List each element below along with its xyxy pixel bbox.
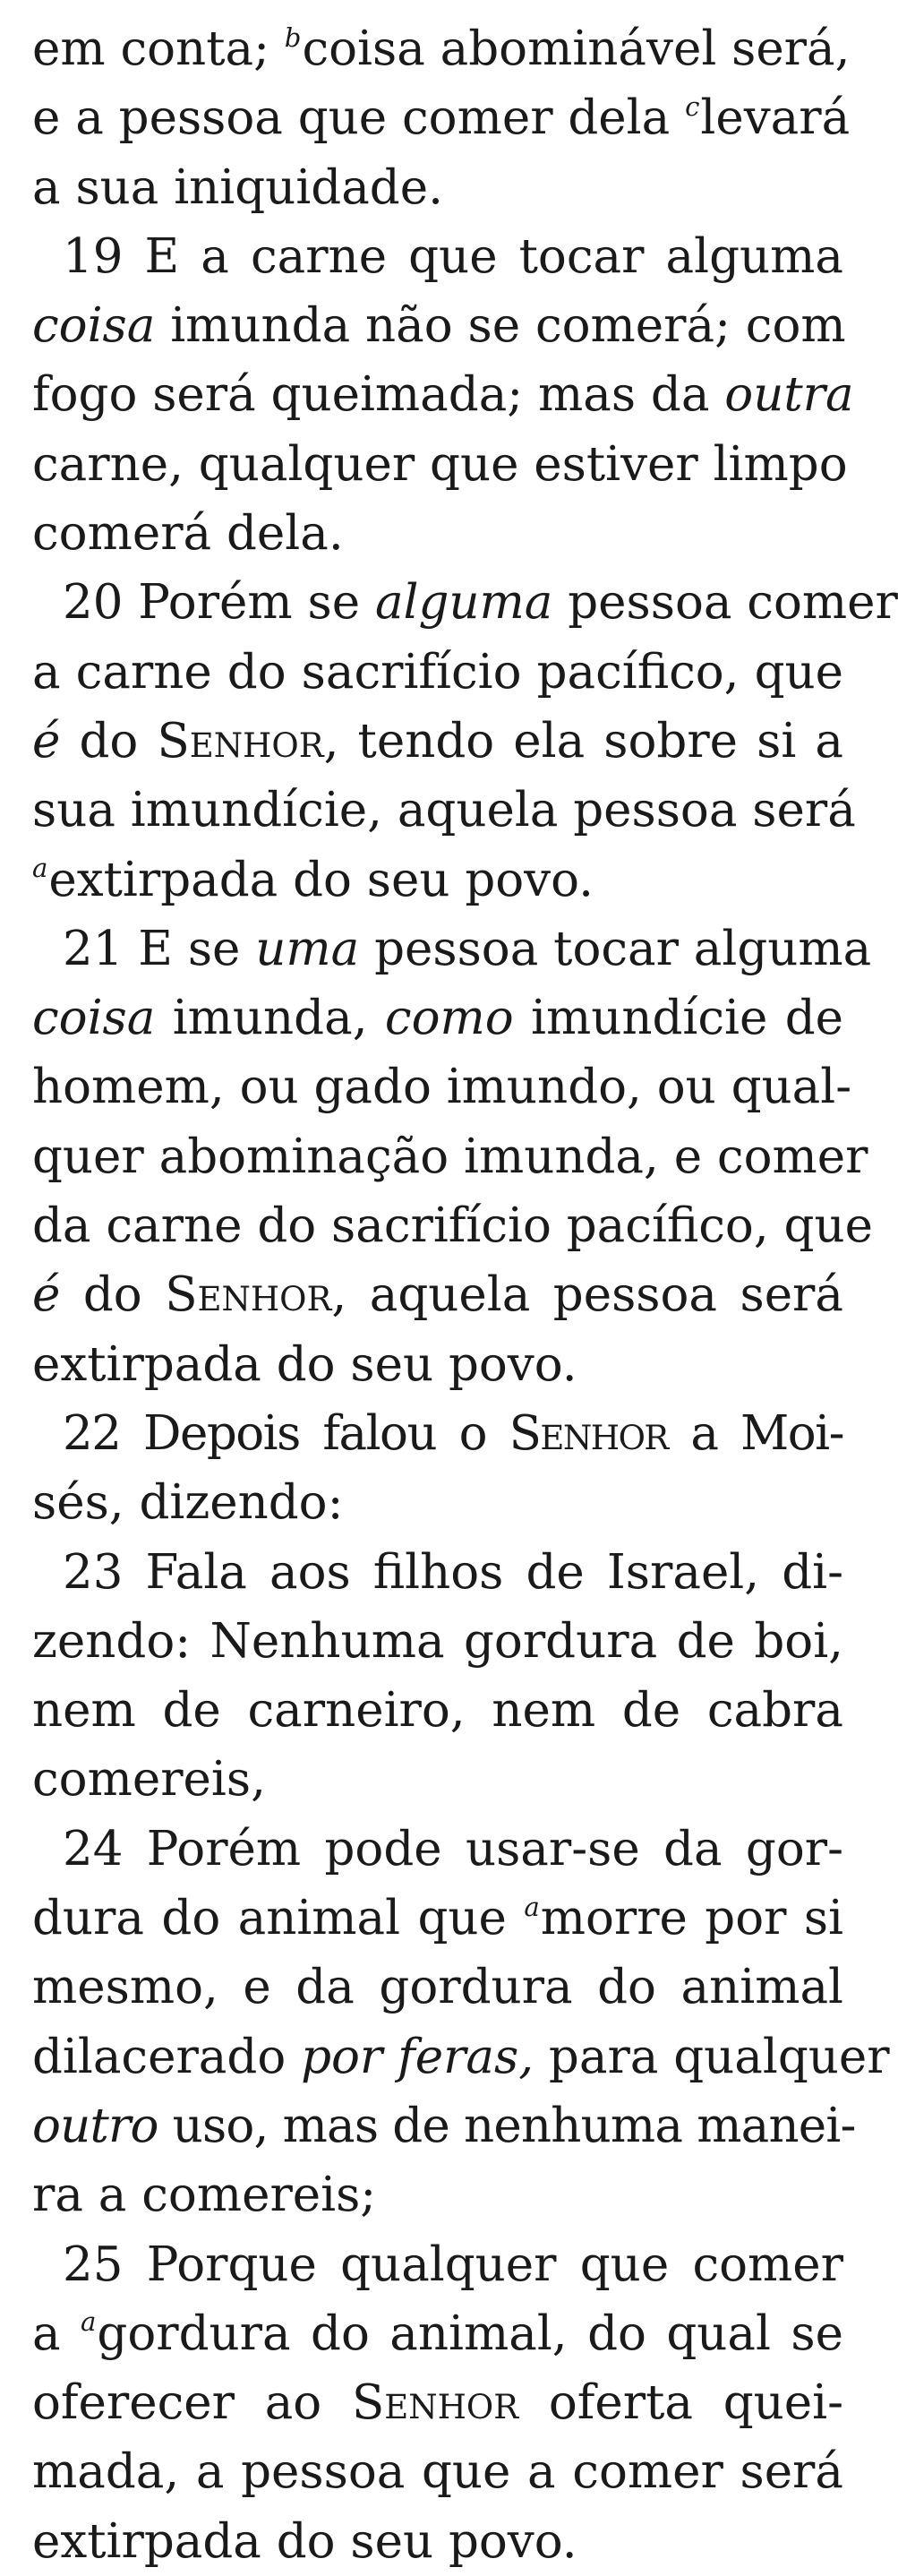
footnote-marker: b (284, 21, 302, 53)
text-run: dilacerado (32, 2029, 302, 2084)
text-line (32, 2507, 843, 2576)
verse-25-start (32, 2230, 843, 2299)
text-line (32, 1607, 843, 1676)
text-line (32, 776, 856, 845)
text-run: carne, qualquer que estiver limpo (32, 436, 848, 492)
text-run: a sua iniquidade. (32, 159, 443, 215)
italic-text: outro (32, 2098, 158, 2153)
text-run: imundície de (513, 991, 843, 1046)
text-line (32, 1052, 852, 1121)
text-line (32, 291, 846, 360)
text-run: zendo: Nenhuma gordura de boi, (32, 1613, 843, 1669)
divine-name: Senhor (165, 1267, 332, 1323)
verse-20-start (32, 568, 898, 637)
text-line (32, 1745, 843, 1814)
text-run: 22 Depois falou o (63, 1405, 509, 1461)
text-run: extirpada do seu povo. (32, 2513, 577, 2569)
text-run: quer abominação imunda, e comer (32, 1129, 868, 1184)
text-run: , aquela pessoa será (331, 1267, 843, 1323)
text-line (32, 153, 843, 222)
text-line (32, 707, 843, 776)
text-run: ra a comereis; (32, 2168, 377, 2223)
text-run: homem, ou gado imundo, ou qual- (32, 1060, 852, 1115)
footnote-marker: a (524, 1891, 540, 1922)
text-run: a carne do sacrifício pacífico, que (32, 644, 843, 700)
text-line (32, 2299, 843, 2368)
text-run: oferecer ao (32, 2375, 352, 2431)
text-line (32, 83, 851, 152)
text-line (32, 2437, 843, 2506)
text-run: uso, mas de nenhuma manei- (158, 2098, 856, 2153)
text-line (32, 846, 843, 914)
text-line (32, 360, 854, 429)
italic-text: coisa (32, 991, 156, 1046)
text-line (32, 2160, 843, 2229)
text-run: sés, dizendo: (32, 1475, 344, 1531)
text-run: pessoa comer (552, 575, 898, 631)
text-run: levará (700, 90, 851, 146)
verse-24-start (32, 1815, 843, 1884)
text-line (32, 1122, 868, 1191)
italic-text: por feras, (301, 2029, 535, 2084)
text-run: 21 E se (63, 921, 256, 976)
text-run: , tendo ela sobre si a (323, 713, 844, 769)
verse-22-start (32, 1399, 843, 1468)
italic-text: é (32, 713, 61, 769)
text-line (32, 1884, 843, 1953)
text-run: 25 Porque qualquer que comer (63, 2237, 843, 2292)
text-run: do (60, 713, 158, 769)
italic-text: uma (255, 921, 360, 976)
text-run: fogo será queimada; mas da (32, 367, 725, 423)
italic-text: é (32, 1267, 61, 1323)
text-run: extirpada do seu povo. (32, 1336, 577, 1392)
text-line (32, 1676, 843, 1745)
text-run: gordura do animal, do qual se (97, 2306, 843, 2361)
italic-text: coisa (32, 298, 156, 354)
italic-text: alguma (374, 575, 553, 631)
text-line (32, 1468, 843, 1537)
italic-text: como (384, 991, 514, 1046)
text-run: morre por si (540, 1891, 843, 1946)
text-run: oferta quei- (518, 2375, 843, 2431)
text-run: 20 Porém se (63, 575, 375, 631)
text-run: coisa abominável será, (302, 21, 851, 76)
text-run: em conta; (32, 21, 285, 76)
text-run: para qualquer (534, 2029, 890, 2084)
footnote-marker: c (685, 90, 700, 122)
text-line (32, 14, 851, 83)
text-run: comereis, (32, 1752, 266, 1807)
divine-name: Senhor (509, 1405, 668, 1461)
text-run: extirpada do seu povo. (48, 852, 594, 907)
text-line (32, 2022, 890, 2091)
text-run: do (60, 1267, 166, 1323)
text-line (32, 430, 848, 499)
text-run: mesmo, e da gordura do animal (32, 1960, 843, 2015)
divine-name: Senhor (351, 2375, 519, 2431)
text-run: 24 Porém pode usar-se da gor- (63, 1821, 843, 1876)
italic-text: outra (724, 367, 854, 423)
text-line (32, 1191, 873, 1260)
text-line (32, 1330, 843, 1399)
text-run: imunda, (155, 991, 385, 1046)
text-line (32, 2368, 843, 2437)
text-run: sua imundície, aquela pessoa será (32, 783, 856, 838)
verse-23-start (32, 1538, 843, 1607)
text-run: imunda não se comerá; com (155, 298, 846, 354)
verse-19-start (32, 222, 843, 291)
text-run: da carne do sacrifício pacífico, que (32, 1198, 873, 1254)
text-run: a (32, 2306, 81, 2361)
text-line (32, 983, 843, 1052)
text-line (32, 1953, 843, 2022)
text-run: 23 Fala aos filhos de Israel, di- (63, 1544, 843, 1600)
text-run: comerá dela. (32, 506, 344, 562)
text-run: a Moi- (667, 1405, 843, 1461)
text-run: pessoa tocar alguma (359, 921, 872, 976)
text-run: mada, a pessoa que a comer será (32, 2444, 843, 2500)
footnote-marker: a (81, 2306, 97, 2338)
text-line (32, 1260, 843, 1329)
text-line (32, 2091, 856, 2160)
text-run: nem de carneiro, nem de cabra (32, 1683, 843, 1739)
text-line (32, 499, 843, 568)
divine-name: Senhor (157, 713, 324, 769)
text-run: dura do animal que (32, 1891, 525, 1946)
verse-21-start (32, 914, 872, 983)
text-run: e a pessoa que comer dela (32, 90, 686, 146)
text-line (32, 638, 843, 707)
text-run: 19 E a carne que tocar alguma (63, 228, 843, 284)
footnote-marker: a (32, 853, 48, 884)
